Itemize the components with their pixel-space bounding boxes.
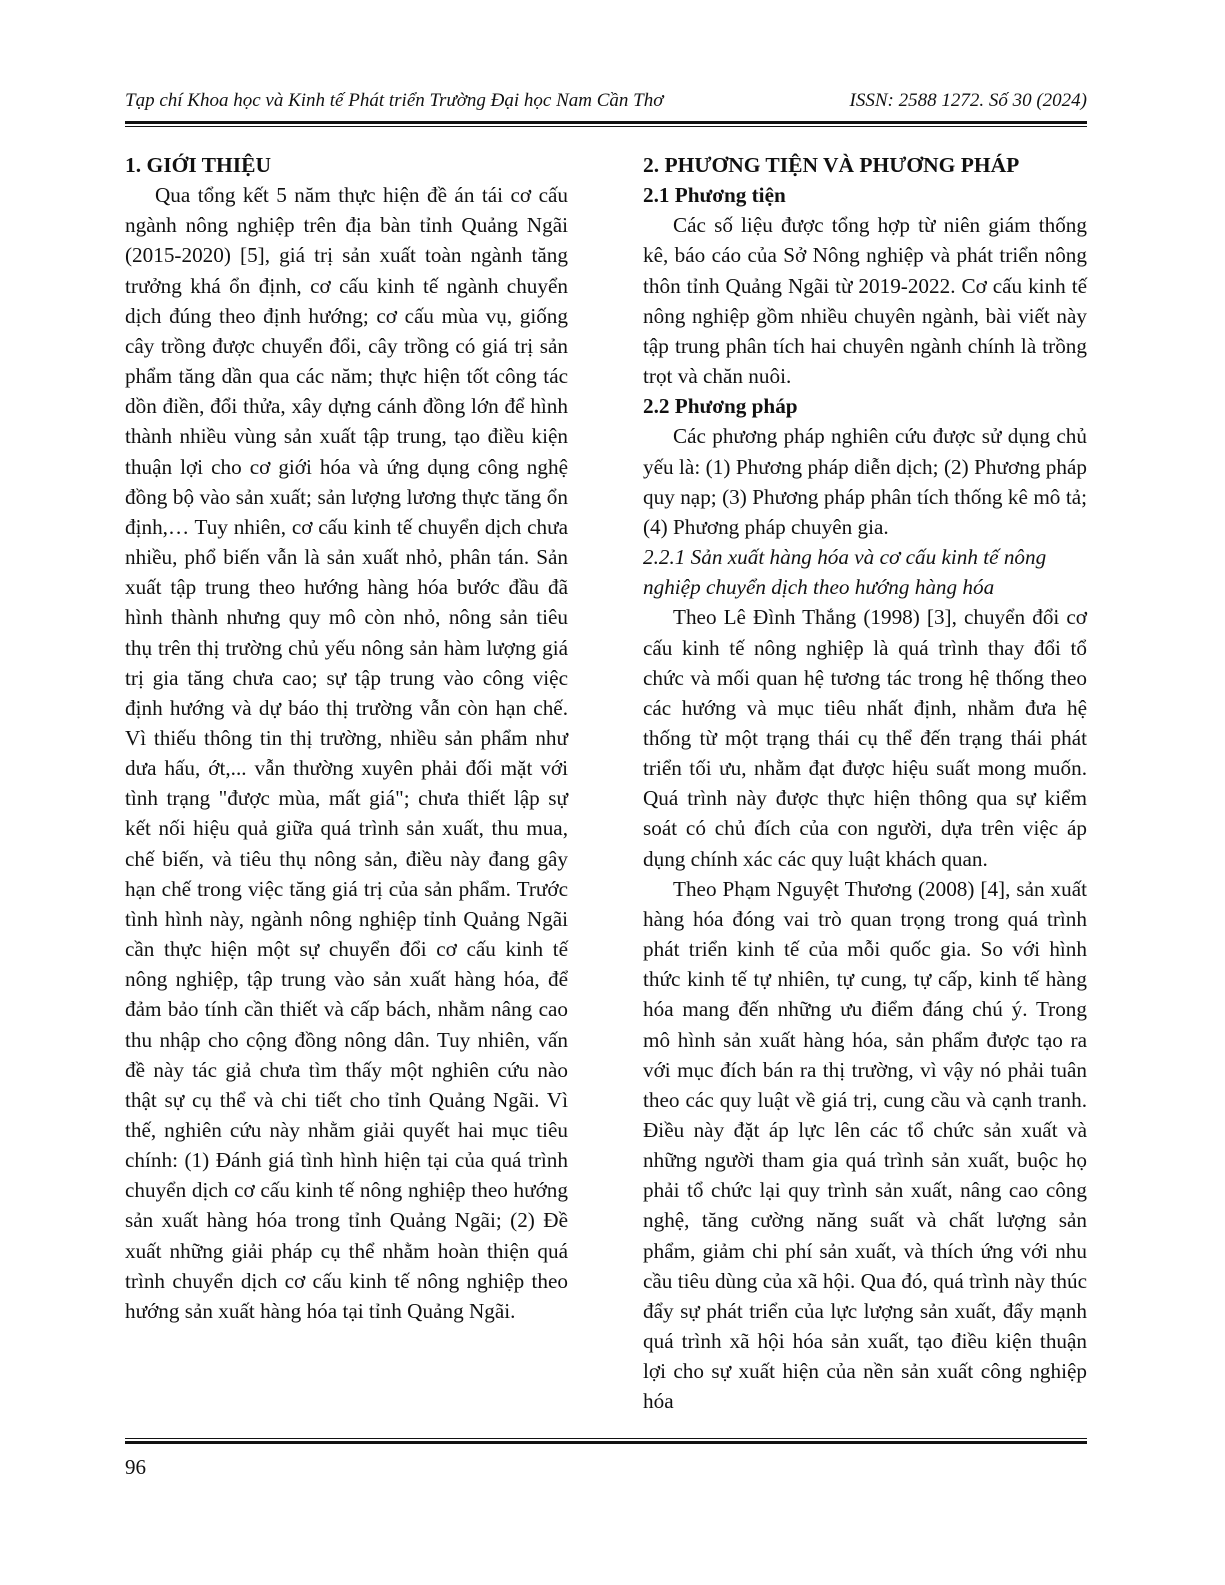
commodity-paragraph: Theo Phạm Nguyệt Thương (2008) [4], sản xuất hàng hóa đóng vai trò quan trọng trong quá trình phát triển kinh tế của mỗi quốc gia. So với hình thức kinh tế tự nhiên, tự cung, tự cấp, kinh tế hàng hóa mang đến những ưu điểm đáng chú ý. Trong mô hình sản xuất hàng hóa, sản phẩm được tạo ra với mục đích bán ra thị trường, vì vậy nó phải tuân theo các quy luật về giá trị, cung cầu và cạnh tranh. Điều này đặt áp lực lên các tổ chức sản xuất và những người tham gia quá trình sản xuất, buộc họ phải tổ chức lại quy trình sản xuất, nâng cao công nghệ, tăng cường năng suất và chất lượng sản phẩm, giảm chi phí sản xuất, và thích ứng với nhu cầu tiêu dùng của xã hội. Qua đó, quá trình này thúc đẩy sự phát triển của lực lượng sản xuất, đẩy mạnh quá trình xã hội hóa sản xuất, tạo điều kiện thuận lợi cho sự xuất hiện của nền sản xuất công nghiệp hóa	[643, 876, 1087, 1414]
subsection-heading-materials: 2.1 Phương tiện	[643, 183, 786, 208]
journal-title: Tạp chí Khoa học và Kinh tế Phát triển Trường Đại học Nam Cần Thơ	[125, 90, 664, 111]
header-rule-thin	[125, 126, 1087, 127]
page-number: 96	[125, 1455, 146, 1479]
footer-rule-thick	[125, 1441, 1087, 1444]
right-column	[643, 150, 1087, 1417]
section-heading-introduction: 1. GIỚI THIỆU	[125, 153, 271, 177]
methods-paragraph: Các phương pháp nghiên cứu được sử dụng chủ yếu là: (1) Phương pháp diễn dịch; (2) Phương pháp quy nạp; (3) Phương pháp phân tích thống kê mô tả; (4) Phương pháp chuyên gia.	[643, 424, 1087, 539]
section-heading-methods: 2. PHƯƠNG TIỆN VÀ PHƯƠNG PHÁP	[643, 153, 1020, 177]
subsubsection-heading: 2.2.1 Sản xuất hàng hóa và cơ cấu kinh tế nông nghiệp chuyển dịch theo hướng hàng hóa	[643, 545, 1047, 600]
issn-issue: ISSN: 2588 1272. Số 30 (2024)	[849, 90, 1087, 111]
header-rule-thick	[125, 121, 1087, 124]
running-header	[125, 88, 1087, 118]
subsection-heading-methods: 2.2 Phương pháp	[643, 394, 798, 419]
footer-rule-thin	[125, 1438, 1087, 1439]
definition-paragraph: Theo Lê Đình Thắng (1998) [3], chuyển đổi cơ cấu kinh tế nông nghiệp là quá trình thay đổi tổ chức và mối quan hệ tương tác trong hệ thống theo các hướng và mục tiêu nhất định, nhằm đưa hệ thống từ một trạng thái cụ thể đến trạng thái phát triển tối ưu, nhằm đạt được hiệu suất mong muốn. Quá trình này được thực hiện thông qua sự kiểm soát có chủ đích của con người, dựa trên việc áp dụng chính xác các quy luật khách quan.	[643, 605, 1087, 871]
introduction-paragraph: Qua tổng kết 5 năm thực hiện đề án tái cơ cấu ngành nông nghiệp trên địa bàn tỉnh Quảng Ngãi (2015-2020) [5], giá trị sản xuất toàn ngành tăng trưởng khá ổn định, cơ cấu kinh tế ngành chuyển dịch đúng theo định hướng; cơ cấu mùa vụ, giống cây trồng được chuyển đổi, cây trồng có giá trị sản phẩm tăng dần qua các năm; thực hiện tốt công tác dồn điền, đổi thửa, xây dựng cánh đồng lớn để hình thành nhiều vùng sản xuất tập trung, tạo điều kiện thuận lợi cho cơ giới hóa và ứng dụng công nghệ đồng bộ vào sản xuất; sản lượng lương thực tăng ổn định,… Tuy nhiên, cơ cấu kinh tế chuyển dịch chưa nhiều, phổ biến vẫn là sản xuất nhỏ, phân tán. Sản xuất tập trung theo hướng hàng hóa bước đầu đã hình thành nhưng quy mô còn nhỏ, nông sản tiêu thụ trên thị trường chủ yếu nông sản hàm lượng giá trị gia tăng chưa cao; sự tập trung vào công việc định hướng và dự báo thị trường vẫn còn hạn chế. Vì thiếu thông tin thị trường, nhiều sản phẩm như dưa hấu, ớt,... vẫn thường xuyên phải đối mặt với tình trạng "được mùa, mất giá"; chưa thiết lập sự kết nối hiệu quả giữa quá trình sản xuất, thu mua, chế biến, và tiêu thụ nông sản, điều này đang gây hạn chế trong việc tăng giá trị của sản phẩm. Trước tình hình này, ngành nông nghiệp tỉnh Quảng Ngãi cần thực hiện một sự chuyển đổi cơ cấu kinh tế nông nghiệp, tập trung vào sản xuất hàng hóa, để đảm bảo tính cần thiết và cấp bách, nhằm nâng cao thu nhập cho cộng đồng nông dân. Tuy nhiên, vấn đề này tác giả chưa tìm thấy một nghiên cứu nào thật sự cụ thể và chi tiết cho tỉnh Quảng Ngãi. Vì thế, nghiên cứu này nhằm giải quyết hai mục tiêu chính: (1) Đánh giá tình hình hiện tại của quá trình chuyển dịch cơ cấu kinh tế nông nghiệp theo hướng sản xuất hàng hóa trong tỉnh Quảng Ngãi; (2) Đề xuất những giải pháp cụ thể nhằm hoàn thiện quá trình chuyển dịch cơ cấu kinh tế nông nghiệp theo hướng sản xuất hàng hóa tại tỉnh Quảng Ngãi.	[125, 183, 568, 1323]
materials-paragraph: Các số liệu được tổng hợp từ niên giám thống kê, báo cáo của Sở Nông nghiệp và phát triển nông thôn tỉnh Quảng Ngãi từ 2019-2022. Cơ cấu kinh tế nông nghiệp gồm nhiều chuyên ngành, bài viết này tập trung phân tích hai chuyên ngành chính là trồng trọt và chăn nuôi.	[643, 213, 1087, 389]
left-column	[125, 150, 568, 1326]
